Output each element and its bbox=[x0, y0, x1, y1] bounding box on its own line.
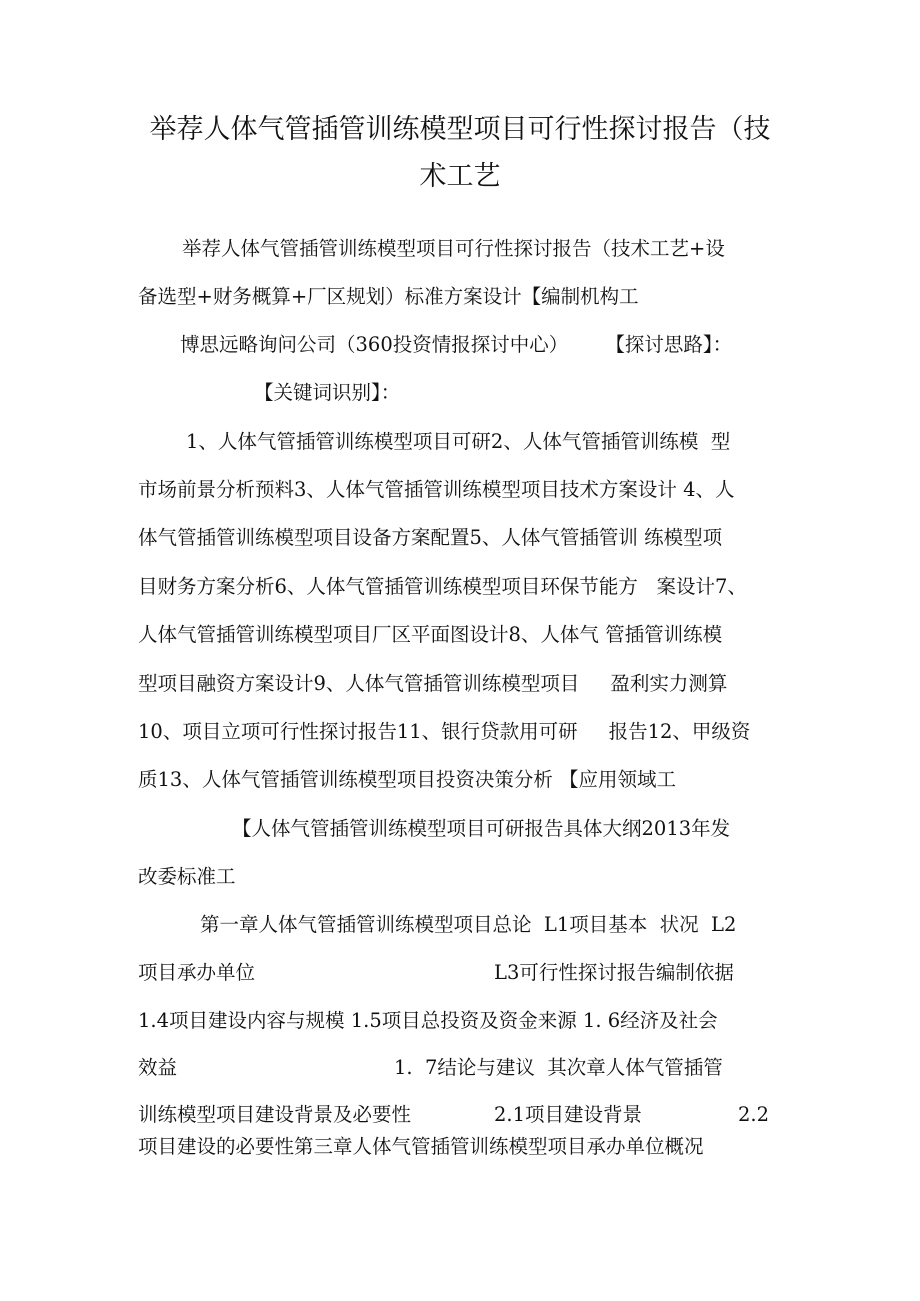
body-line: 1. 7结论与建议 其次章人体气管插管 bbox=[394, 1056, 723, 1079]
body-line: 体气管插管训练模型项目设备方案配置5、人体气管插管训 练模型项 bbox=[138, 526, 723, 549]
body-line: 10、项目立项可行性探讨报告11、银行贷款用可研 报告12、甲级资 bbox=[138, 720, 751, 743]
body-line: 【人体气管插管训练模型项目可研报告具体大纲2013年发 bbox=[232, 817, 731, 840]
body-line: 备选型+财务概算+厂区规划）标准方案设计【编制机构工 bbox=[138, 285, 639, 308]
document-title-line-1: 举荐人体气管插管训练模型项目可行性探讨报告（技 bbox=[149, 114, 771, 145]
document-title-line-2: 术工艺 bbox=[419, 161, 501, 192]
body-line: L3可行性探讨报告编制依据 bbox=[494, 961, 734, 984]
body-line: 2.2 bbox=[738, 1103, 770, 1126]
body-line: 目财务方案分析6、人体气管插管训练模型项目环保节能方 案设计7、 bbox=[138, 575, 747, 598]
body-line: 项目承办单位 bbox=[138, 961, 256, 984]
body-line: 1、人体气管插管训练模型项目可研2、人体气管插管训练模 型 bbox=[186, 430, 731, 453]
body-line: 人体气管插管训练模型项目厂区平面图设计8、人体气 管插管训练模 bbox=[138, 623, 723, 646]
body-line: 改委标准工 bbox=[138, 865, 236, 888]
body-line: 训练模型项目建设背景及必要性 bbox=[138, 1103, 412, 1126]
body-line: 市场前景分析预料3、人体气管插管训练模型项目技术方案设计 4、人 bbox=[138, 478, 735, 501]
body-line: 1.4项目建设内容与规模 1.5项目总投资及资金来源 1. 6经济及社会 bbox=[138, 1009, 718, 1032]
body-line: 【关键词识别】： bbox=[254, 381, 401, 404]
body-line: 型项目融资方案设计9、人体气管插管训练模型项目 盈利实力测算 bbox=[138, 672, 728, 695]
body-line: 质13、人体气管插管训练模型项目投资决策分析 【应用领域工 bbox=[138, 768, 677, 791]
body-line: 2.1项目建设背景 bbox=[494, 1103, 643, 1126]
body-line: 第一章人体气管插管训练模型项目总论 L1项目基本 状况 L2 bbox=[200, 913, 737, 936]
body-line: 举荐人体气管插管训练模型项目可行性探讨报告（技术工艺+设 bbox=[182, 237, 725, 260]
body-line: 博思远略询问公司（360投资情报探讨中心） 【探讨思路】： bbox=[180, 333, 733, 356]
body-line: 效益 bbox=[138, 1056, 178, 1079]
body-line: 项目建设的必要性第三章人体气管插管训练模型项目承办单位概况 bbox=[138, 1135, 704, 1158]
